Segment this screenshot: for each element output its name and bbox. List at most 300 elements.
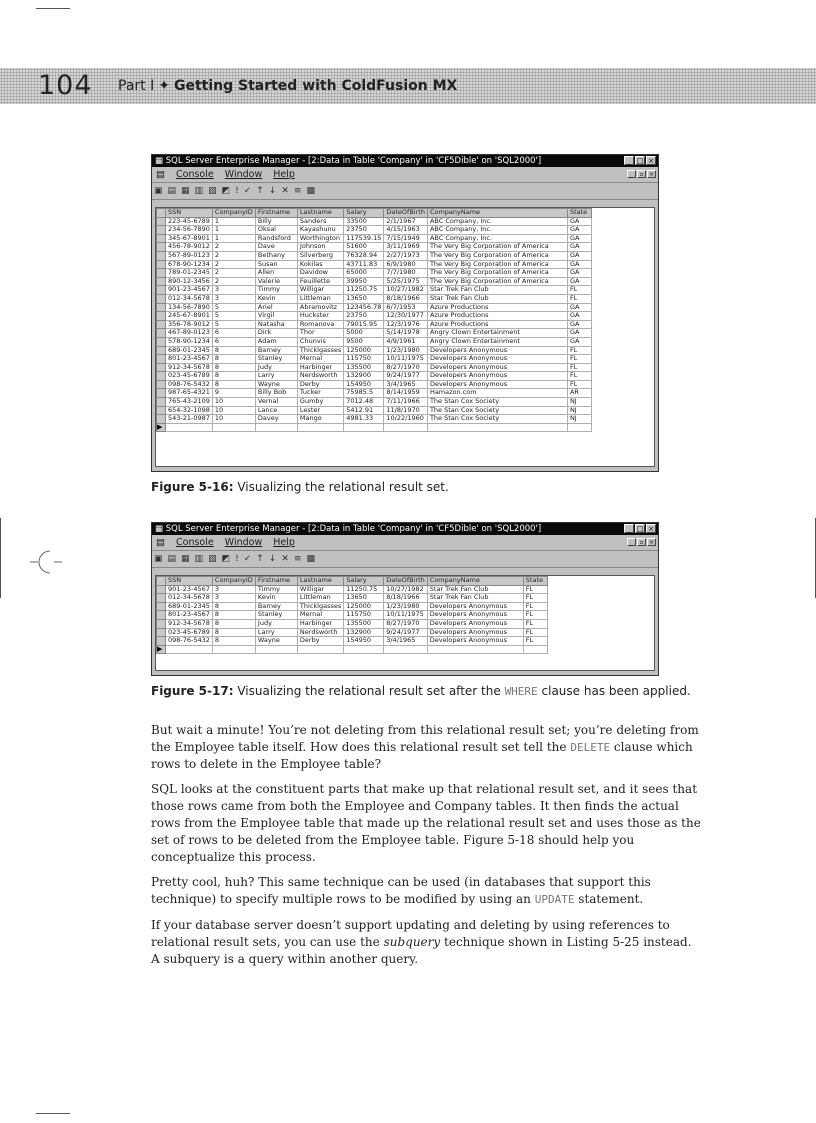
- table-cell[interactable]: Kevin: [255, 594, 297, 603]
- table-row[interactable]: [157, 286, 592, 295]
- table-cell[interactable]: Susan: [255, 260, 297, 269]
- table-cell[interactable]: 79015.95: [344, 320, 384, 329]
- table-row[interactable]: [157, 398, 592, 407]
- table-cell[interactable]: ABC Company, Inc.: [427, 226, 567, 235]
- table-cell[interactable]: Kokilas: [297, 260, 343, 269]
- table-row[interactable]: [157, 294, 592, 303]
- child-minimize-button[interactable]: _: [627, 538, 636, 546]
- table-cell[interactable]: Dirk: [255, 329, 297, 338]
- table-cell[interactable]: 8: [212, 346, 255, 355]
- properties-icon[interactable]: ▣: [154, 186, 168, 196]
- table-cell[interactable]: 765-43-2109: [166, 398, 213, 407]
- row-selector[interactable]: [157, 363, 166, 372]
- table-cell[interactable]: 890-12-3456: [166, 277, 213, 286]
- table-cell[interactable]: 8: [212, 628, 255, 637]
- row-selector[interactable]: [157, 320, 166, 329]
- table-cell[interactable]: Thicklgasses: [297, 602, 343, 611]
- table-cell[interactable]: Abramovitz: [297, 303, 343, 312]
- column-header[interactable]: Lastname: [297, 577, 343, 586]
- table-cell[interactable]: FL: [567, 294, 591, 303]
- table-cell[interactable]: Lance: [255, 406, 297, 415]
- table-cell[interactable]: Timmy: [255, 585, 297, 594]
- empty-cell[interactable]: [384, 423, 428, 432]
- remove-filter-icon[interactable]: ✕: [281, 554, 294, 564]
- table-cell[interactable]: 2: [212, 269, 255, 278]
- table-cell[interactable]: Oksal: [255, 226, 297, 235]
- table-cell[interactable]: 3: [212, 294, 255, 303]
- table-cell[interactable]: Vernal: [255, 398, 297, 407]
- column-header[interactable]: Lastname: [297, 209, 343, 218]
- table-cell[interactable]: Star Trek Fan Club: [427, 286, 567, 295]
- table-cell[interactable]: 912-34-5678: [166, 363, 213, 372]
- row-selector[interactable]: [157, 243, 166, 252]
- table-cell[interactable]: 6/7/1953: [384, 303, 428, 312]
- menu-help[interactable]: Help: [273, 169, 295, 180]
- child-minimize-button[interactable]: _: [627, 170, 636, 178]
- table-cell[interactable]: GA: [567, 251, 591, 260]
- table-cell[interactable]: Azure Productions: [427, 320, 567, 329]
- table-cell[interactable]: Harbinger: [297, 619, 343, 628]
- table-cell[interactable]: Natasha: [255, 320, 297, 329]
- minimize-button[interactable]: _: [624, 156, 634, 165]
- table-cell[interactable]: FL: [567, 363, 591, 372]
- table-cell[interactable]: GA: [567, 337, 591, 346]
- table-cell[interactable]: 8/18/1966: [384, 294, 428, 303]
- table-cell[interactable]: Littleman: [297, 294, 343, 303]
- table-cell[interactable]: 9: [212, 389, 255, 398]
- table-cell[interactable]: Davey: [255, 415, 297, 424]
- table-row[interactable]: [157, 269, 592, 278]
- table-cell[interactable]: 8: [212, 380, 255, 389]
- table-cell[interactable]: 3/4/1965: [384, 380, 428, 389]
- table-row[interactable]: [157, 260, 592, 269]
- table-cell[interactable]: Stanley: [255, 611, 297, 620]
- table-cell[interactable]: Barney: [255, 346, 297, 355]
- column-header[interactable]: Firstname: [255, 577, 297, 586]
- table-cell[interactable]: 13650: [344, 594, 384, 603]
- table-cell[interactable]: Randsford: [255, 234, 297, 243]
- table-cell[interactable]: 8: [212, 363, 255, 372]
- column-header[interactable]: CompanyID: [212, 209, 255, 218]
- table-cell[interactable]: 10/27/1982: [384, 585, 428, 594]
- menu-console[interactable]: Console: [176, 537, 214, 548]
- table-cell[interactable]: Ariel: [255, 303, 297, 312]
- table-cell[interactable]: 901-23-4567: [166, 585, 213, 594]
- empty-cell[interactable]: [523, 645, 547, 654]
- table-cell[interactable]: 2/1/1967: [384, 217, 428, 226]
- table-cell[interactable]: 10/11/1975: [384, 611, 428, 620]
- table-cell[interactable]: 5: [212, 320, 255, 329]
- table-cell[interactable]: 6: [212, 337, 255, 346]
- row-selector[interactable]: [157, 269, 166, 278]
- table-cell[interactable]: 223-45-6789: [166, 217, 213, 226]
- menu-window[interactable]: Window: [224, 537, 263, 548]
- table-cell[interactable]: 132900: [344, 372, 384, 381]
- row-selector[interactable]: [157, 637, 166, 646]
- table-cell[interactable]: 7/11/1966: [384, 398, 428, 407]
- row-selector[interactable]: [157, 398, 166, 407]
- table-cell[interactable]: Angry Clown Entertainment: [427, 329, 567, 338]
- table-cell[interactable]: 7/15/1949: [384, 234, 428, 243]
- table-cell[interactable]: Star Trek Fan Club: [427, 594, 523, 603]
- table-cell[interactable]: 12/30/1977: [384, 312, 428, 321]
- row-selector[interactable]: [157, 226, 166, 235]
- table-row[interactable]: [157, 406, 592, 415]
- table-cell[interactable]: The Stan Cox Society: [427, 415, 567, 424]
- table-cell[interactable]: 8: [212, 602, 255, 611]
- table-cell[interactable]: Sanders: [297, 217, 343, 226]
- table-cell[interactable]: FL: [567, 346, 591, 355]
- row-selector-header[interactable]: [157, 209, 166, 218]
- empty-cell[interactable]: [567, 423, 591, 432]
- table-cell[interactable]: 2: [212, 243, 255, 252]
- empty-cell[interactable]: [344, 645, 384, 654]
- new-row[interactable]: [157, 645, 548, 654]
- table-cell[interactable]: The Stan Cox Society: [427, 406, 567, 415]
- table-cell[interactable]: Romanova: [297, 320, 343, 329]
- row-selector[interactable]: [157, 312, 166, 321]
- table-cell[interactable]: 10/22/1960: [384, 415, 428, 424]
- table-cell[interactable]: Worthington: [297, 234, 343, 243]
- show-results-icon[interactable]: ▧: [208, 554, 222, 564]
- new-row-selector[interactable]: [157, 423, 166, 432]
- table-cell[interactable]: GA: [567, 320, 591, 329]
- table-cell[interactable]: FL: [523, 611, 547, 620]
- table-cell[interactable]: AR: [567, 389, 591, 398]
- sort-descending-icon[interactable]: ↓: [268, 554, 282, 564]
- table-cell[interactable]: 3/4/1965: [384, 637, 428, 646]
- table-cell[interactable]: Valerie: [255, 277, 297, 286]
- column-header[interactable]: DateOfBirth: [384, 209, 428, 218]
- show-diagram-icon[interactable]: ▤: [167, 186, 182, 196]
- empty-cell[interactable]: [384, 645, 428, 654]
- table-cell[interactable]: 567-89-0123: [166, 251, 213, 260]
- row-selector[interactable]: [157, 585, 166, 594]
- table-cell[interactable]: GA: [567, 226, 591, 235]
- table-cell[interactable]: 3: [212, 286, 255, 295]
- table-cell[interactable]: 11/8/1970: [384, 406, 428, 415]
- row-selector[interactable]: [157, 277, 166, 286]
- table-cell[interactable]: 8/18/1966: [384, 594, 428, 603]
- row-selector[interactable]: [157, 602, 166, 611]
- table-cell[interactable]: 154950: [344, 637, 384, 646]
- table-cell[interactable]: Nerdsworth: [297, 372, 343, 381]
- column-header[interactable]: Salary: [344, 577, 384, 586]
- table-cell[interactable]: Allen: [255, 269, 297, 278]
- table-cell[interactable]: Derby: [297, 380, 343, 389]
- row-selector[interactable]: [157, 303, 166, 312]
- row-selector[interactable]: [157, 372, 166, 381]
- table-cell[interactable]: 154950: [344, 380, 384, 389]
- table-cell[interactable]: Gumby: [297, 398, 343, 407]
- column-header[interactable]: CompanyName: [427, 577, 523, 586]
- table-row[interactable]: [157, 303, 592, 312]
- column-header[interactable]: Firstname: [255, 209, 297, 218]
- table-cell[interactable]: 10/27/1982: [384, 286, 428, 295]
- column-header[interactable]: SSN: [166, 577, 213, 586]
- table-row[interactable]: [157, 251, 592, 260]
- table-cell[interactable]: Hamazon.com: [427, 389, 567, 398]
- table-cell[interactable]: FL: [523, 628, 547, 637]
- child-restore-button[interactable]: ▫: [637, 538, 646, 546]
- verify-sql-icon[interactable]: ✓: [243, 554, 257, 564]
- table-cell[interactable]: 6/9/1980: [384, 260, 428, 269]
- table-row[interactable]: [157, 637, 548, 646]
- table-cell[interactable]: 356-78-9012: [166, 320, 213, 329]
- table-cell[interactable]: 234-56-7890: [166, 226, 213, 235]
- table-cell[interactable]: FL: [523, 602, 547, 611]
- table-cell[interactable]: NJ: [567, 415, 591, 424]
- table-cell[interactable]: 39950: [344, 277, 384, 286]
- table-cell[interactable]: Larry: [255, 372, 297, 381]
- table-cell[interactable]: 678-90-1234: [166, 260, 213, 269]
- table-cell[interactable]: The Very Big Corporation of America: [427, 243, 567, 252]
- table-cell[interactable]: 1: [212, 226, 255, 235]
- row-selector[interactable]: [157, 594, 166, 603]
- empty-cell[interactable]: [212, 645, 255, 654]
- table-cell[interactable]: Azure Productions: [427, 303, 567, 312]
- row-selector[interactable]: [157, 389, 166, 398]
- change-query-type-icon[interactable]: ◩: [221, 186, 236, 196]
- table-cell[interactable]: 115750: [344, 611, 384, 620]
- table-cell[interactable]: Willigar: [297, 286, 343, 295]
- table-cell[interactable]: 5: [212, 312, 255, 321]
- table-cell[interactable]: FL: [567, 355, 591, 364]
- remove-filter-icon[interactable]: ✕: [281, 186, 294, 196]
- table-row[interactable]: [157, 329, 592, 338]
- table-cell[interactable]: 8: [212, 372, 255, 381]
- table-cell[interactable]: 9500: [344, 337, 384, 346]
- table-cell[interactable]: 33500: [344, 217, 384, 226]
- table-cell[interactable]: Nerdsworth: [297, 628, 343, 637]
- table-cell[interactable]: 23750: [344, 226, 384, 235]
- table-row[interactable]: [157, 619, 548, 628]
- table-row[interactable]: [157, 217, 592, 226]
- table-row[interactable]: [157, 602, 548, 611]
- table-row[interactable]: [157, 243, 592, 252]
- table-cell[interactable]: 801-23-4567: [166, 355, 213, 364]
- table-cell[interactable]: 456-78-9012: [166, 243, 213, 252]
- table-cell[interactable]: Virgil: [255, 312, 297, 321]
- table-cell[interactable]: 2: [212, 277, 255, 286]
- column-header[interactable]: SSN: [166, 209, 213, 218]
- table-cell[interactable]: 2/27/1973: [384, 251, 428, 260]
- column-header[interactable]: CompanyID: [212, 577, 255, 586]
- table-cell[interactable]: 75985.5: [344, 389, 384, 398]
- table-cell[interactable]: FL: [523, 637, 547, 646]
- row-selector-header[interactable]: [157, 577, 166, 586]
- table-cell[interactable]: Kevin: [255, 294, 297, 303]
- table-cell[interactable]: 11250.75: [344, 286, 384, 295]
- table-cell[interactable]: Harbinger: [297, 363, 343, 372]
- table-cell[interactable]: 578-90-1234: [166, 337, 213, 346]
- table-row[interactable]: [157, 415, 592, 424]
- table-cell[interactable]: Chunvis: [297, 337, 343, 346]
- table-cell[interactable]: 987-65-4321: [166, 389, 213, 398]
- empty-cell[interactable]: [255, 423, 297, 432]
- table-cell[interactable]: 1/23/1980: [384, 602, 428, 611]
- group-by-icon[interactable]: ≡: [293, 554, 307, 564]
- table-cell[interactable]: Angry Clown Entertainment: [427, 337, 567, 346]
- show-grid-icon[interactable]: ▦: [181, 186, 195, 196]
- table-cell[interactable]: FL: [523, 619, 547, 628]
- empty-cell[interactable]: [297, 645, 343, 654]
- table-cell[interactable]: 115750: [344, 355, 384, 364]
- table-cell[interactable]: 345-67-8901: [166, 234, 213, 243]
- empty-cell[interactable]: [297, 423, 343, 432]
- table-cell[interactable]: Developers Anonymous: [427, 619, 523, 628]
- minimize-button[interactable]: _: [624, 524, 634, 533]
- sort-ascending-icon[interactable]: ↑: [256, 554, 269, 564]
- table-cell[interactable]: 098-76-5432: [166, 637, 213, 646]
- child-close-button[interactable]: ×: [648, 539, 655, 546]
- table-cell[interactable]: 2: [212, 260, 255, 269]
- empty-cell[interactable]: [344, 423, 384, 432]
- table-cell[interactable]: Mernal: [297, 611, 343, 620]
- table-cell[interactable]: Thor: [297, 329, 343, 338]
- table-cell[interactable]: GA: [567, 234, 591, 243]
- table-cell[interactable]: 10/11/1975: [384, 355, 428, 364]
- table-cell[interactable]: 801-23-4567: [166, 611, 213, 620]
- table-cell[interactable]: Mernal: [297, 355, 343, 364]
- table-cell[interactable]: 023-45-6789: [166, 372, 213, 381]
- table-cell[interactable]: Developers Anonymous: [427, 380, 567, 389]
- show-sql-icon[interactable]: ▥: [194, 554, 209, 564]
- table-cell[interactable]: 8: [212, 611, 255, 620]
- table-cell[interactable]: Dave: [255, 243, 297, 252]
- add-table-icon[interactable]: ▩: [306, 554, 320, 564]
- table-cell[interactable]: 689-01-2345: [166, 602, 213, 611]
- table-cell[interactable]: 76328.94: [344, 251, 384, 260]
- table-cell[interactable]: Judy: [255, 619, 297, 628]
- table-cell[interactable]: 132900: [344, 628, 384, 637]
- table-cell[interactable]: 8: [212, 355, 255, 364]
- table-cell[interactable]: 4981.33: [344, 415, 384, 424]
- table-cell[interactable]: 123456.78: [344, 303, 384, 312]
- table-cell[interactable]: 13650: [344, 294, 384, 303]
- table-cell[interactable]: ABC Company, Inc.: [427, 234, 567, 243]
- row-selector[interactable]: [157, 234, 166, 243]
- table-cell[interactable]: Developers Anonymous: [427, 628, 523, 637]
- table-row[interactable]: [157, 363, 592, 372]
- table-cell[interactable]: Judy: [255, 363, 297, 372]
- table-cell[interactable]: 543-21-0987: [166, 415, 213, 424]
- table-cell[interactable]: 012-34-5678: [166, 594, 213, 603]
- column-header[interactable]: State: [567, 209, 591, 218]
- table-row[interactable]: [157, 594, 548, 603]
- table-cell[interactable]: ABC Company, Inc.: [427, 217, 567, 226]
- table-cell[interactable]: 10: [212, 406, 255, 415]
- table-cell[interactable]: 5/14/1978: [384, 329, 428, 338]
- table-cell[interactable]: 10: [212, 398, 255, 407]
- table-row[interactable]: [157, 389, 592, 398]
- row-selector[interactable]: [157, 380, 166, 389]
- table-cell[interactable]: The Stan Cox Society: [427, 398, 567, 407]
- table-cell[interactable]: Lester: [297, 406, 343, 415]
- row-selector[interactable]: [157, 611, 166, 620]
- row-selector[interactable]: [157, 619, 166, 628]
- table-cell[interactable]: 8: [212, 619, 255, 628]
- table-cell[interactable]: The Very Big Corporation of America: [427, 251, 567, 260]
- table-row[interactable]: [157, 355, 592, 364]
- verify-sql-icon[interactable]: ✓: [243, 186, 257, 196]
- close-button[interactable]: ×: [646, 524, 656, 533]
- close-button[interactable]: ×: [646, 156, 656, 165]
- table-cell[interactable]: Billy: [255, 217, 297, 226]
- table-cell[interactable]: GA: [567, 217, 591, 226]
- table-row[interactable]: [157, 234, 592, 243]
- row-selector[interactable]: [157, 294, 166, 303]
- table-cell[interactable]: Silverberg: [297, 251, 343, 260]
- table-cell[interactable]: Wayne: [255, 380, 297, 389]
- table-cell[interactable]: 9/24/1977: [384, 372, 428, 381]
- table-cell[interactable]: 2: [212, 251, 255, 260]
- table-row[interactable]: [157, 226, 592, 235]
- table-row[interactable]: [157, 320, 592, 329]
- child-restore-button[interactable]: ▫: [637, 170, 646, 178]
- table-cell[interactable]: Stanley: [255, 355, 297, 364]
- table-cell[interactable]: GA: [567, 260, 591, 269]
- table-cell[interactable]: The Very Big Corporation of America: [427, 277, 567, 286]
- table-cell[interactable]: Johnson: [297, 243, 343, 252]
- table-cell[interactable]: 5412.91: [344, 406, 384, 415]
- table-cell[interactable]: Wayne: [255, 637, 297, 646]
- table-cell[interactable]: Developers Anonymous: [427, 372, 567, 381]
- table-row[interactable]: [157, 380, 592, 389]
- table-cell[interactable]: 023-45-6789: [166, 628, 213, 637]
- table-cell[interactable]: 65000: [344, 269, 384, 278]
- table-cell[interactable]: 135500: [344, 619, 384, 628]
- table-cell[interactable]: 10: [212, 415, 255, 424]
- table-cell[interactable]: Developers Anonymous: [427, 355, 567, 364]
- table-cell[interactable]: Huckster: [297, 312, 343, 321]
- properties-icon[interactable]: ▣: [154, 554, 168, 564]
- table-cell[interactable]: 245-67-8901: [166, 312, 213, 321]
- table-cell[interactable]: Derby: [297, 637, 343, 646]
- change-query-type-icon[interactable]: ◩: [221, 554, 236, 564]
- empty-cell[interactable]: [166, 423, 213, 432]
- table-cell[interactable]: FL: [523, 594, 547, 603]
- table-cell[interactable]: Star Trek Fan Club: [427, 585, 523, 594]
- column-header[interactable]: Salary: [344, 209, 384, 218]
- table-cell[interactable]: The Very Big Corporation of America: [427, 260, 567, 269]
- table-cell[interactable]: 654-32-1098: [166, 406, 213, 415]
- child-close-button[interactable]: ×: [648, 171, 655, 178]
- table-cell[interactable]: 125000: [344, 346, 384, 355]
- empty-cell[interactable]: [212, 423, 255, 432]
- table-row[interactable]: [157, 611, 548, 620]
- run-icon[interactable]: !: [235, 554, 244, 564]
- row-selector[interactable]: [157, 260, 166, 269]
- table-cell[interactable]: 8: [212, 637, 255, 646]
- table-cell[interactable]: 8/27/1970: [384, 619, 428, 628]
- table-cell[interactable]: NJ: [567, 406, 591, 415]
- table-cell[interactable]: NJ: [567, 398, 591, 407]
- table-cell[interactable]: 912-34-5678: [166, 619, 213, 628]
- table-cell[interactable]: GA: [567, 277, 591, 286]
- sort-descending-icon[interactable]: ↓: [268, 186, 282, 196]
- row-selector[interactable]: [157, 217, 166, 226]
- table-cell[interactable]: Adam: [255, 337, 297, 346]
- new-row[interactable]: [157, 423, 592, 432]
- table-cell[interactable]: 6: [212, 329, 255, 338]
- table-cell[interactable]: 467-89-0123: [166, 329, 213, 338]
- table-cell[interactable]: Developers Anonymous: [427, 611, 523, 620]
- table-cell[interactable]: 901-23-4567: [166, 286, 213, 295]
- table-row[interactable]: [157, 312, 592, 321]
- column-header[interactable]: DateOfBirth: [384, 577, 428, 586]
- add-table-icon[interactable]: ▩: [306, 186, 320, 196]
